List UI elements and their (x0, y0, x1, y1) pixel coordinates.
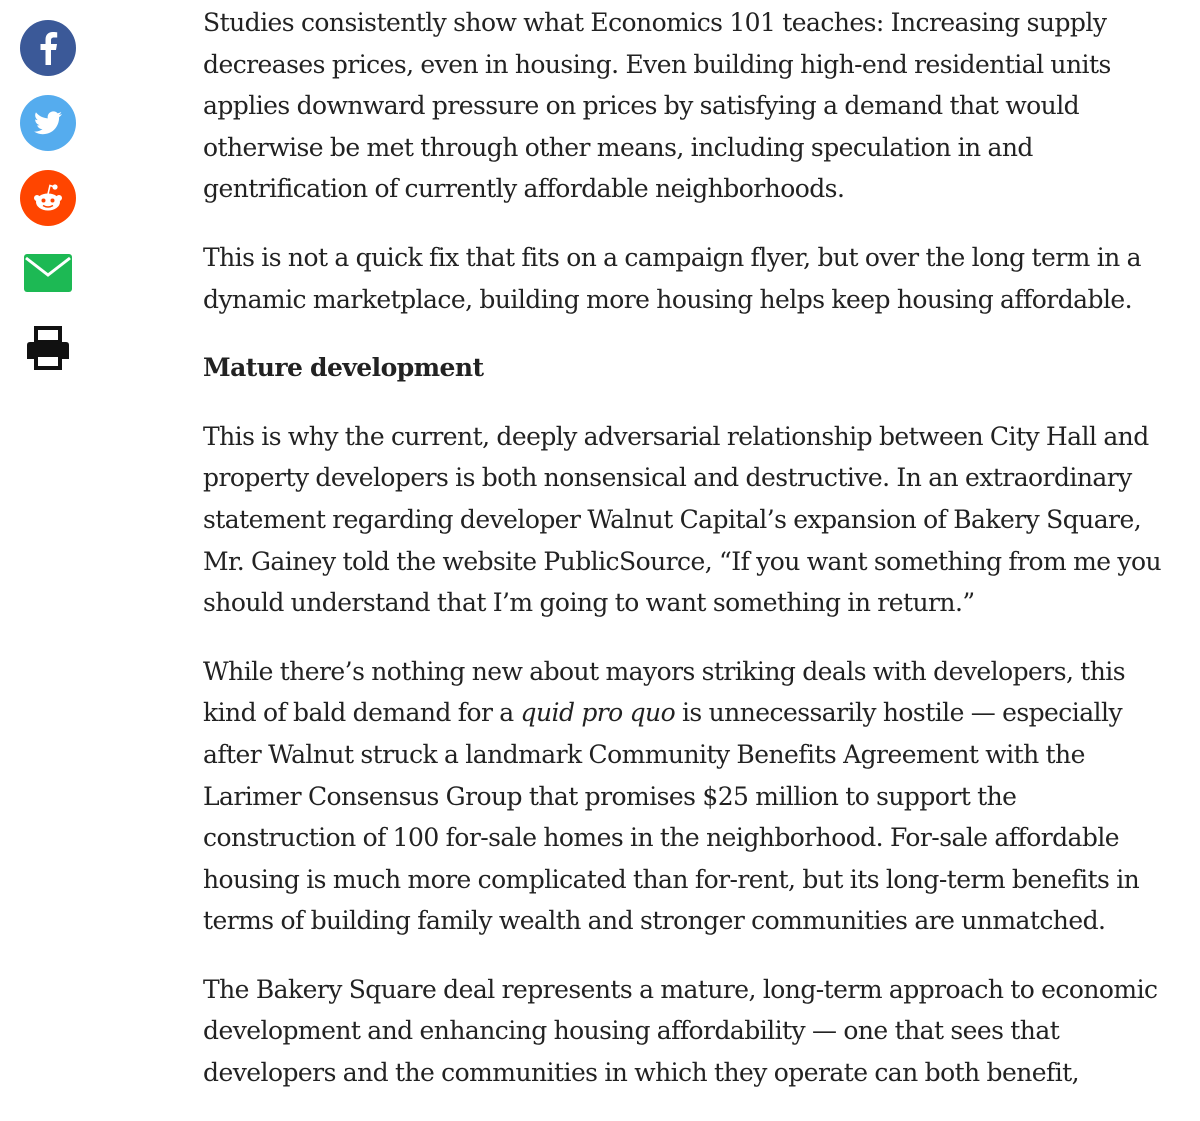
article-body (203, 0, 1163, 1121)
facebook-share-button[interactable] (20, 20, 76, 76)
paragraph-supply: Studies consistently show what Economics 101 teaches: Increasing supply decreases prices, even in housing. Even building high-end residential units applies downward pressure on prices by satisfying a demand that would otherwise be met through other means, including speculation in and gentrification of currently affordable neighborhoods. (203, 8, 1111, 204)
twitter-share-button[interactable] (20, 95, 76, 151)
twitter-icon (34, 111, 62, 135)
print-icon (25, 326, 71, 370)
paragraph-adversarial: This is why the current, deeply adversarial relationship between City Hall and property developers is both nonsensical and destructive. In an extraordinary statement regarding developer Walnut Capital’s expansion of Bakery Square, Mr. Gainey told the website PublicSource, “If you want something from me you should understand that I’m going to want something in return.” (203, 421, 1161, 618)
paragraph-quid-pro-quo (203, 651, 1163, 942)
email-share-button[interactable] (20, 245, 76, 301)
quid-pro-quo-text-before: While there’s nothing new about mayors striking deals with developers, this kind of bald demand for a (203, 656, 1126, 728)
quid-pro-quo-emphasis: quid pro quo (520, 698, 676, 728)
section-heading: Mature development (203, 353, 484, 383)
facebook-icon (38, 31, 58, 65)
share-rail (20, 20, 78, 395)
reddit-share-button[interactable] (20, 170, 76, 226)
print-button[interactable] (20, 320, 76, 376)
paragraph-long-term: This is not a quick fix that fits on a campaign flyer, but over the long term in a dynamic marketplace, building more housing helps keep housing affordable. (203, 242, 1141, 314)
quid-pro-quo-text-after: is unnecessarily hostile — especially after Walnut struck a landmark Community Benefits Agreement with the Larimer Consensus Group that promises $25 million to support the construction of 100 for-sale homes in the neighborhood. For-sale affordable housing is much more complicated than for-rent, but its long-term benefits in terms of building family wealth and stronger communities are unmatched. (203, 698, 1140, 936)
reddit-icon (31, 183, 65, 213)
paragraph-bakery-square: The Bakery Square deal represents a mature, long-term approach to economic development and enhancing housing affordability — one that sees that developers and the communities in which they operate can both benefit, (203, 974, 1158, 1088)
email-icon (24, 254, 72, 292)
